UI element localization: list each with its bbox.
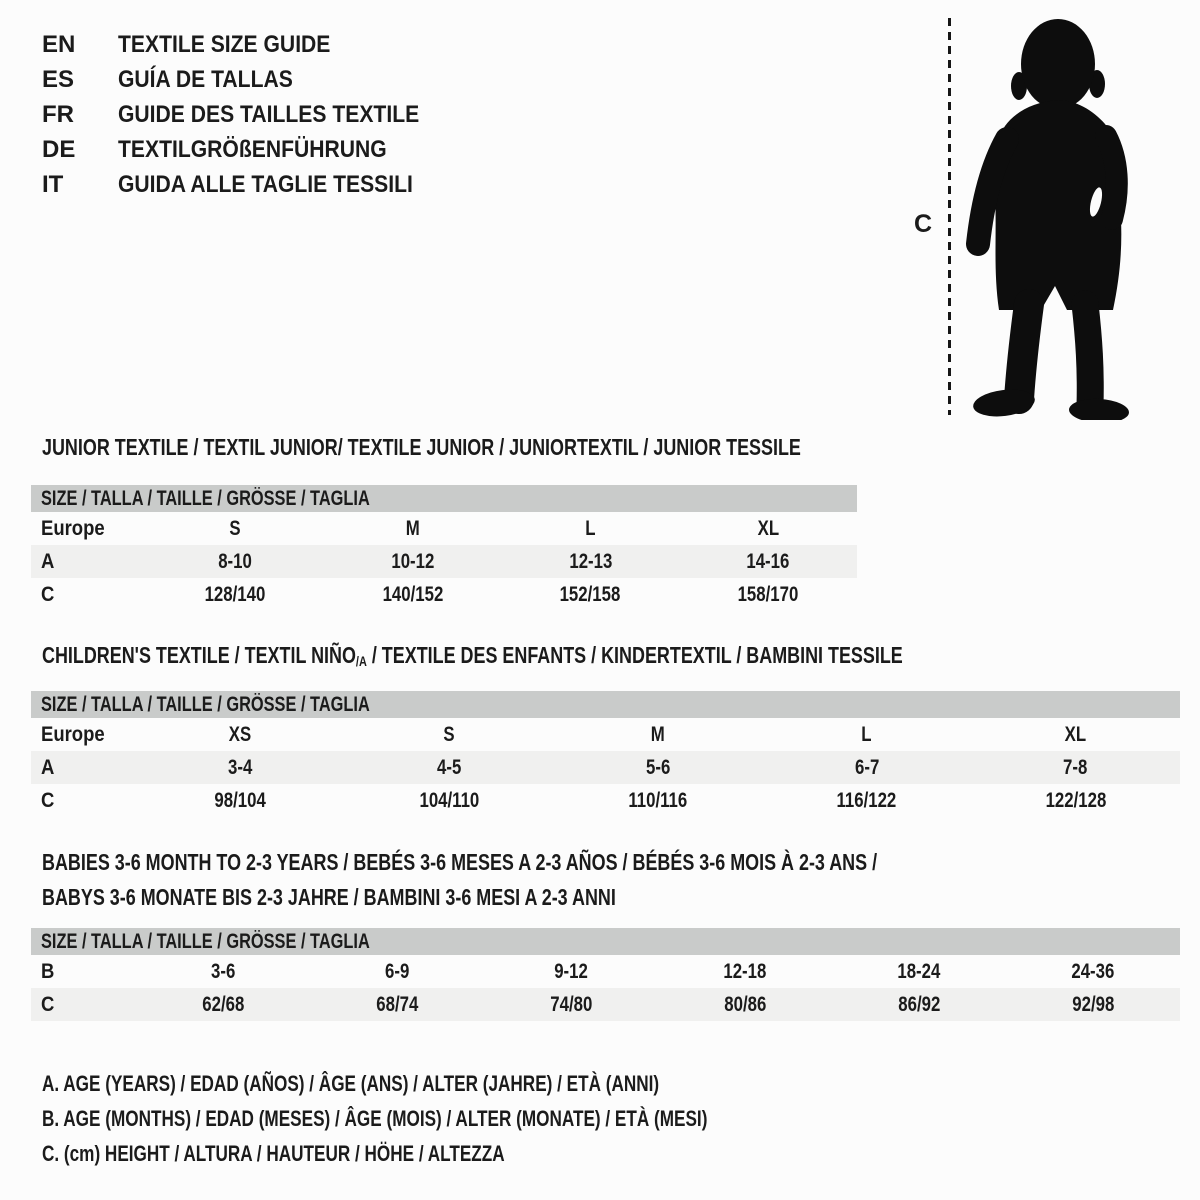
cell: S [229, 516, 241, 540]
row-label: C [41, 788, 55, 812]
lang-row-it [42, 167, 460, 202]
lang-row-de [42, 132, 460, 167]
lang-code: FR [42, 100, 74, 128]
row-label: A [41, 549, 55, 573]
row-label: Europe [41, 516, 105, 540]
lang-code: EN [42, 30, 76, 58]
babies-section-title-line2: BABYS 3-6 MONATE BIS 2-3 JAHRE / BAMBINI 3-6 MESI A 2-3 ANNI [42, 884, 616, 910]
cell: 140/152 [382, 582, 443, 606]
cell: 24-36 [1071, 959, 1115, 983]
table-row [31, 751, 1180, 784]
lang-row-en [42, 27, 460, 62]
table-row [31, 784, 1180, 817]
lang-title: TEXTILE SIZE GUIDE [118, 30, 331, 58]
babies-size-table [31, 928, 1180, 1021]
cell: 62/68 [201, 992, 245, 1016]
cell: 12-18 [723, 959, 767, 983]
cell: 5-6 [645, 755, 671, 779]
cell: 80/86 [723, 992, 767, 1016]
cell: 6-9 [384, 959, 410, 983]
cell: 6-7 [854, 755, 879, 779]
cell: 7-8 [1063, 755, 1088, 779]
cell: 86/92 [897, 992, 941, 1016]
lang-code: DE [42, 135, 76, 163]
cell: M [650, 722, 665, 746]
lang-row-fr [42, 97, 460, 132]
junior-size-table [31, 485, 857, 611]
cell: 98/104 [214, 788, 267, 812]
babies-section-title-line1: BABIES 3-6 MONTH TO 2-3 YEARS / BEBÉS 3-6 MESES A 2-3 AÑOS / BÉBÉS 3-6 MOIS À 2-3 ANS / [42, 849, 878, 875]
size-header-bar: SIZE / TALLA / TAILLE / GRÖSSE / TAGLIA [31, 485, 857, 512]
table-row [31, 718, 1180, 751]
legend-line-c: C. (cm) HEIGHT / ALTURA / HAUTEUR / HÖHE / ALTEZZA [42, 1140, 505, 1166]
cell: 14-16 [746, 549, 790, 573]
cell: S [443, 722, 455, 746]
legend-line-b: B. AGE (MONTHS) / EDAD (MESES) / ÂGE (MOIS) / ALTER (MONATE) / ETÀ (MESI) [42, 1105, 708, 1131]
cell: 74/80 [549, 992, 593, 1016]
cell: 3-4 [228, 755, 253, 779]
cell: 116/122 [836, 788, 897, 812]
children-size-table [31, 691, 1180, 817]
cell: 3-6 [210, 959, 236, 983]
cell: XL [757, 516, 779, 540]
row-label: B [41, 959, 55, 983]
cell: 128/140 [204, 582, 266, 606]
language-title-list [42, 27, 460, 202]
lang-title: GUÍA DE TALLAS [118, 65, 293, 93]
cell: 92/98 [1071, 992, 1115, 1016]
row-label: C [41, 582, 55, 606]
cell: XL [1064, 722, 1087, 746]
cell: 12-13 [568, 549, 612, 573]
lang-title: GUIDA ALLE TAGLIE TESSILI [118, 170, 413, 198]
lang-code: IT [42, 170, 64, 198]
toddler-silhouette-image [963, 14, 1145, 420]
height-measure-dashed-line [948, 18, 951, 415]
junior-section-title: JUNIOR TEXTILE / TEXTIL JUNIOR/ TEXTILE JUNIOR / JUNIORTEXTIL / JUNIOR TESSILE [42, 434, 801, 460]
cell: M [405, 516, 420, 540]
table-row [31, 545, 857, 578]
children-section-title: CHILDREN'S TEXTILE / TEXTIL $NIÑO_{/A}$ / TEXTILE DES ENFANTS / KINDERTEXTIL / BAMBINI TESSILE [42, 642, 903, 669]
cell: 122/128 [1045, 788, 1106, 812]
lang-code: ES [42, 65, 75, 93]
legend-line-a: A. AGE (YEARS) / EDAD (AÑOS) / ÂGE (ANS) / ALTER (JAHRE) / ETÀ (ANNI) [42, 1070, 660, 1096]
cell: 18-24 [897, 959, 941, 983]
size-header-bar: SIZE / TALLA / TAILLE / GRÖSSE / TAGLIA [31, 691, 1180, 718]
table-row [31, 578, 857, 611]
cell: 10-12 [391, 549, 435, 573]
lang-title: TEXTILGRÖßENFÜHRUNG [118, 135, 387, 163]
table-row [31, 988, 1180, 1021]
cell: 9-12 [554, 959, 588, 983]
cell: 110/116 [628, 788, 688, 812]
row-label: A [41, 755, 55, 779]
table-row [31, 512, 857, 545]
size-header-bar: SIZE / TALLA / TAILLE / GRÖSSE / TAGLIA [31, 928, 1180, 955]
cell: 158/170 [737, 582, 799, 606]
cell: L [861, 722, 872, 746]
table-row [31, 955, 1180, 988]
cell: 152/158 [559, 582, 621, 606]
cell: 68/74 [375, 992, 419, 1016]
height-measure-label: C [914, 210, 933, 238]
cell: 4-5 [437, 755, 462, 779]
cell: L [585, 516, 596, 540]
cell: 8-10 [218, 549, 252, 573]
lang-row-es [42, 62, 460, 97]
cell: XS [229, 722, 252, 746]
measurement-legend [42, 1066, 895, 1171]
row-label: C [41, 992, 55, 1016]
row-label: Europe [41, 722, 105, 746]
title-subscript: /A [355, 653, 367, 669]
lang-title: GUIDE DES TAILLES TEXTILE [118, 100, 420, 128]
cell: 104/110 [419, 788, 480, 812]
